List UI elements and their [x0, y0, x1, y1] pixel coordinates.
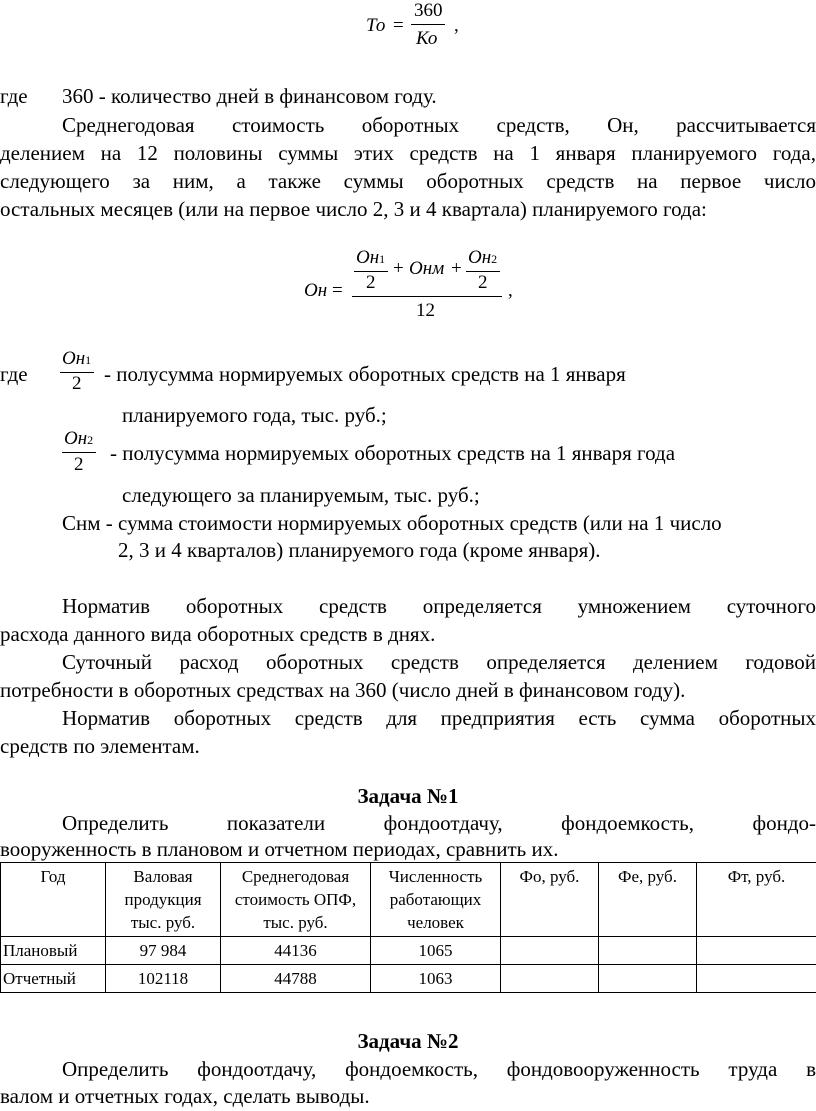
p2-line-2: делением на 12 половины суммы этих средств на 1 января планируемого года,: [0, 141, 816, 165]
table-cell: [501, 937, 599, 965]
table-cell: 44136: [221, 937, 371, 965]
where-label-1: где: [0, 84, 28, 108]
task1-title: Задача №1: [357, 784, 459, 808]
table-row: [1, 937, 816, 965]
def2-frac-num: Он2: [64, 428, 94, 449]
formula-on-main-bar: [352, 296, 502, 297]
table-cell: [697, 937, 816, 965]
formula-on-t2-den: 2: [478, 272, 488, 293]
formula-on-denominator: 12: [416, 300, 435, 321]
formula-on-eq: =: [332, 280, 343, 301]
where-label-2: где: [0, 362, 28, 386]
formula-on-plus-1: +: [393, 258, 404, 279]
p3-line-2: расхода данного вида оборотных средств в днях.: [0, 622, 436, 646]
def3-line-1: Снм - сумма стоимости нормируемых оборотных средств (или на 1 число: [62, 511, 722, 535]
p4-line-2: потребности в оборотных средствах на 360 (число дней в финансовом году).: [0, 678, 686, 702]
table-cell: [599, 965, 697, 993]
formula-to-denominator: Ко: [416, 28, 438, 49]
def1-line-2: планируемого года, тыс. руб.;: [122, 403, 387, 427]
task1-line-1: Определить показатели фондоотдачу, фондоемкость, фондо-: [62, 811, 816, 835]
task2-line-2: валом и отчетных годах, сделать выводы.: [0, 1084, 370, 1108]
table-header-cell: Год: [1, 863, 106, 937]
p5-line-2: средств по элементам.: [0, 734, 200, 758]
formula-on-t1-num: Он1: [356, 247, 386, 268]
table-header-cell: Фе, руб.: [599, 863, 697, 937]
def2-line-1: - полусумма нормируемых оборотных средств на 1 января года: [110, 441, 676, 465]
def1-line-1: - полусумма нормируемых оборотных средств на 1 января: [104, 362, 626, 386]
def1-frac-den: 2: [72, 373, 82, 394]
table-header-cell: Численность работающих человек: [371, 863, 501, 937]
task2-line-1: Определить фондоотдачу, фондоемкость, фондовооруженность труда в: [62, 1057, 816, 1081]
table-row: [1, 965, 816, 993]
def1-frac-num: Он1: [62, 348, 92, 369]
formula-on-comma: ,: [508, 280, 513, 301]
days-definition: 360 - количество дней в финансовом году.: [62, 84, 437, 108]
formula-to-lhs: То: [366, 15, 386, 36]
def2-frac-bar: [62, 452, 96, 453]
formula-on-t1-den: 2: [366, 272, 376, 293]
formula-on-lhs: Он: [304, 280, 328, 301]
formula-on-mid: Онм: [409, 258, 445, 279]
table-header-cell: Среднегодовая стоимость ОПФ, тыс. руб.: [221, 863, 371, 937]
p2-line-1: Среднегодовая стоимость оборотных средств, Он, рассчитывается: [62, 113, 816, 137]
table-cell: [599, 937, 697, 965]
p3-line-1: Норматив оборотных средств определяется умножением суточного: [62, 594, 816, 618]
table-cell: [501, 965, 599, 993]
table-cell: 97 984: [106, 937, 221, 965]
table-cell: Плановый: [1, 937, 106, 965]
formula-to-bar: [411, 24, 445, 25]
table-header-cell: Валовая продукция тыс. руб.: [106, 863, 221, 937]
task2-title: Задача №2: [357, 1029, 459, 1053]
formula-to-eq: =: [393, 15, 404, 36]
formula-to-numerator: 360: [414, 0, 443, 21]
def2-frac-den: 2: [74, 454, 84, 475]
p2-line-4: остальных месяцев (или на первое число 2, 3 и 4 квартала) планируемого года:: [0, 197, 707, 221]
table-cell: 44788: [221, 965, 371, 993]
table-cell: Отчетный: [1, 965, 106, 993]
table-cell: 1065: [371, 937, 501, 965]
p2-line-3: следующего за ним, а также суммы оборотных средств на первое число: [0, 169, 816, 193]
table-header-cell: Фо, руб.: [501, 863, 599, 937]
table-cell: 102118: [106, 965, 221, 993]
formula-on-t2-num: Он2: [468, 247, 498, 268]
formula-on-plus-2: +: [451, 258, 462, 279]
table-cell: 1063: [371, 965, 501, 993]
formula-to-comma: ,: [454, 15, 459, 36]
table-header-row: [1, 863, 816, 937]
def2-line-2: следующего за планируемым, тыс. руб.;: [122, 483, 480, 507]
table-header-cell: Фт, руб.: [697, 863, 816, 937]
task1-line-2: вооруженность в плановом и отчетном периодах, сравнить их.: [0, 837, 559, 861]
p4-line-1: Суточный расход оборотных средств определяется делением годовой: [62, 650, 816, 674]
p5-line-1: Норматив оборотных средств для предприятия есть сумма оборотных: [62, 706, 816, 730]
table-cell: [697, 965, 816, 993]
def3-line-2: 2, 3 и 4 кварталов) планируемого года (кроме января).: [118, 538, 601, 562]
indicators-table: [0, 862, 816, 993]
